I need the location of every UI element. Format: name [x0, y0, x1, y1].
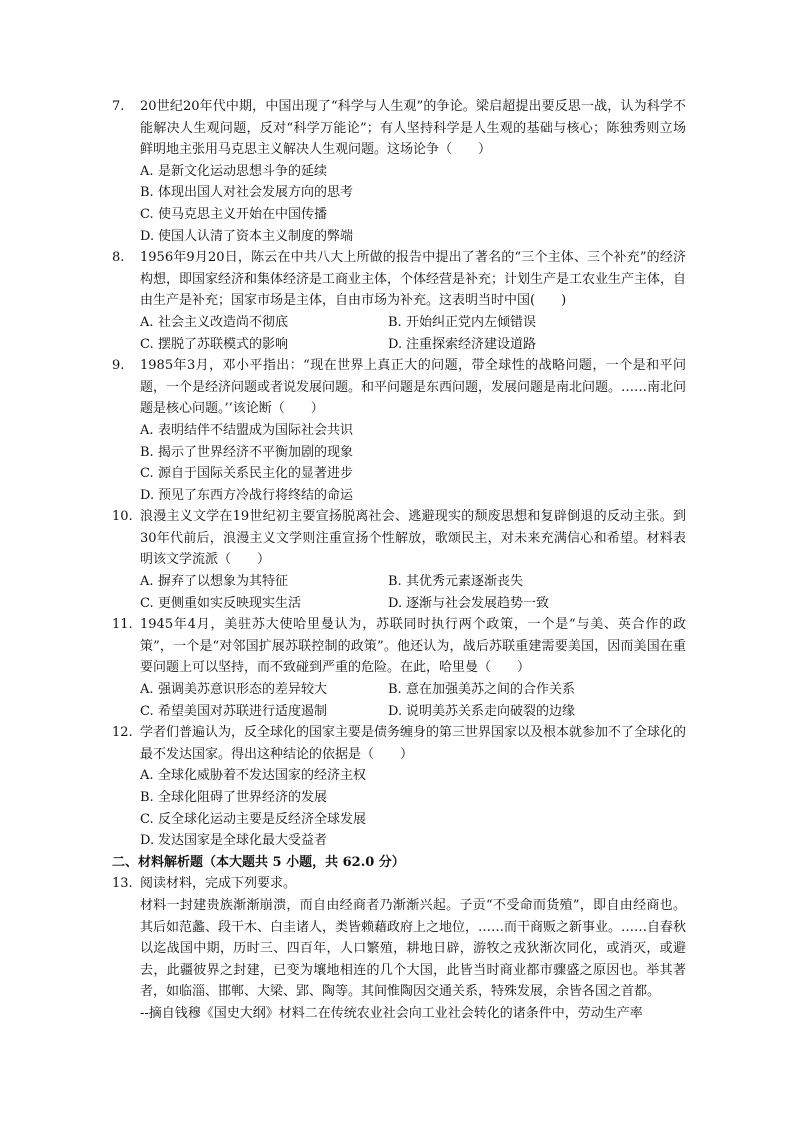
option-row [140, 679, 686, 701]
question-8 [112, 247, 686, 355]
option-c: C. 使马克思主义开始在中国传播 [140, 206, 328, 222]
option-c: C. 更侧重如实反映现实生活 [140, 595, 302, 611]
option-d: D. 说明美苏关系走向破裂的边缘 [388, 703, 576, 719]
option-b: B. 体现出国人对社会发展方向的思考 [140, 185, 354, 201]
option-b: B. 全球化阻碍了世界经济的发展 [140, 790, 328, 805]
option-a: A. 强调美苏意识形态的差异较大 [140, 682, 328, 698]
option-c: C. 希望美国对苏联进行适度遏制 [140, 703, 328, 719]
question-7 [112, 96, 686, 247]
option-row [140, 312, 686, 334]
question-stem: 学者们普遍认为，反全球化的国家主要是债务缠身的第三世界国家以及根本就参加不了全球化的最不发达国家。得出这种结论的依据是（ ） [140, 725, 687, 762]
section-heading: 二、材料解析题（本大题共 5 小题，共 62.0 分） [112, 854, 405, 870]
option-d: D. 发达国家是全球化最大受益者 [140, 833, 328, 849]
question-list [112, 96, 686, 852]
option-a: A. 表明结伴不结盟成为国际社会共识 [140, 422, 354, 438]
option-b: B. 揭示了世界经济不平衡加剧的现象 [140, 444, 354, 460]
question-9 [112, 355, 686, 506]
option-row [140, 593, 686, 615]
option-b: B. 其优秀元素逐渐丧失 [388, 574, 524, 590]
question-stem: 浪漫主义文学在19世纪初主要宣扬脱离社会、逃避现实的颓废思想和复辟倒退的反动主张。到30年代前后，浪漫主义文学则注重宣扬个性解放，歌颂民主，对未来充满信心和希望。材料表明该文学流派（ ） [140, 509, 686, 568]
question-number: 10. [112, 509, 133, 525]
option-a: A. 摒弃了以想象为其特征 [140, 574, 289, 590]
option-c: C. 摆脱了苏联模式的影响 [140, 336, 289, 352]
question-11 [112, 614, 686, 722]
question-stem: 1985年3月，邓小平指出：“现在世界上真正大的问题，带全球性的战略问题，一个是和平问题，一个是经济问题或者说发展问题。和平问题是东西问题，发展问题是南北问题。……南北问题是核心问题。’’该论断（ ） [140, 358, 687, 417]
question-stem: 1956年9月20日，陈云在中共八大上所做的报告中提出了著名的“三个主体、三个补充”的经济构想，即国家经济和集体经济是工商业主体，个体经营是补充；计划生产是工农业生产主体，自由生产是补充；国家市场是主体，自由市场为补充。这表明当时中国( ) [140, 250, 687, 309]
option-b: B. 开始纠正党内左倾错误 [388, 314, 537, 330]
option-a: A. 全球化威胁着不发达国家的经济主权 [140, 768, 367, 784]
option-d: D. 注重探索经济建设道路 [388, 336, 537, 352]
question-13 [112, 873, 686, 1024]
material-text [140, 895, 686, 1025]
option-d: D. 使国人认清了资本主义制度的弊端 [140, 228, 354, 244]
question-prompt: 阅读材料，完成下列要求。 [140, 876, 297, 892]
material-passage: 材料一封建贵族渐渐崩溃，而自由经商者乃渐渐兴起。子贡“不受命而货殖”，即自由经商也。其后如范蠡、段干木、白圭诸人，类皆赖藉政府上之地位，……而干商贩之新事业。……自春秋以迄战国中期，历时三、四百年，人口繁殖，耕地日辟，游牧之戎狄渐次同化，或消灭，或避去，此疆彼界之封建，已变为壤地相连的几个大国，此皆当时商业都市骤盛之原因也。举其著者，如临淄、邯郸、大梁、郢、陶等。其间惟陶因交通关系，特殊发展，余皆各国之首都。 [140, 897, 687, 1000]
option-b: B. 意在加强美苏之间的合作关系 [388, 682, 576, 698]
question-number: 9. [112, 358, 125, 374]
option-row [140, 571, 686, 593]
option-d: D. 逐渐与社会发展趋势一致 [388, 595, 550, 611]
question-stem: 1945年4月，美驻苏大使哈里曼认为，苏联同时执行两个政策，一个是“与美、英合作的政策”，一个是“对邻国扩展苏联控制的政策”。他还认为，战后苏联重建需要美国，因而美国在重要问题上可以坚持，而不致碰到严重的危险。在此，哈里曼（ ） [140, 617, 686, 676]
option-row [140, 334, 686, 356]
option-d: D. 预见了东西方冷战行将终结的命运 [140, 487, 354, 503]
question-number: 7. [112, 99, 125, 114]
option-c: C. 反全球化运动主要是反经济全球发展 [140, 811, 367, 827]
question-number: 13. [112, 876, 133, 892]
option-row [140, 701, 686, 723]
question-number: 12. [112, 725, 133, 741]
option-a: A. 社会主义改造尚不彻底 [140, 314, 289, 330]
option-a: A. 是新文化运动思想斗争的延续 [140, 163, 328, 179]
option-c: C. 源自于国际关系民主化的显著进步 [140, 466, 354, 482]
question-stem: 20世纪20年代中期，中国出现了“科学与人生观”的争论。梁启超提出要反思一战，认为科学不能解决人生观问题，反对“科学万能论”；有人坚持科学是人生观的基础与核心；陈独秀则立场鲜明地主张用马克思主义解决人生观问题。这场论争（ ） [140, 99, 686, 158]
material-source: --摘自钱穆《国史大纲》材料二在传统农业社会向工业社会转化的诸条件中，劳动生产率 [140, 1005, 643, 1021]
exam-page [112, 96, 686, 1025]
question-number: 11. [112, 617, 133, 633]
question-10 [112, 506, 686, 614]
question-12 [112, 722, 686, 852]
question-number: 8. [112, 250, 125, 266]
